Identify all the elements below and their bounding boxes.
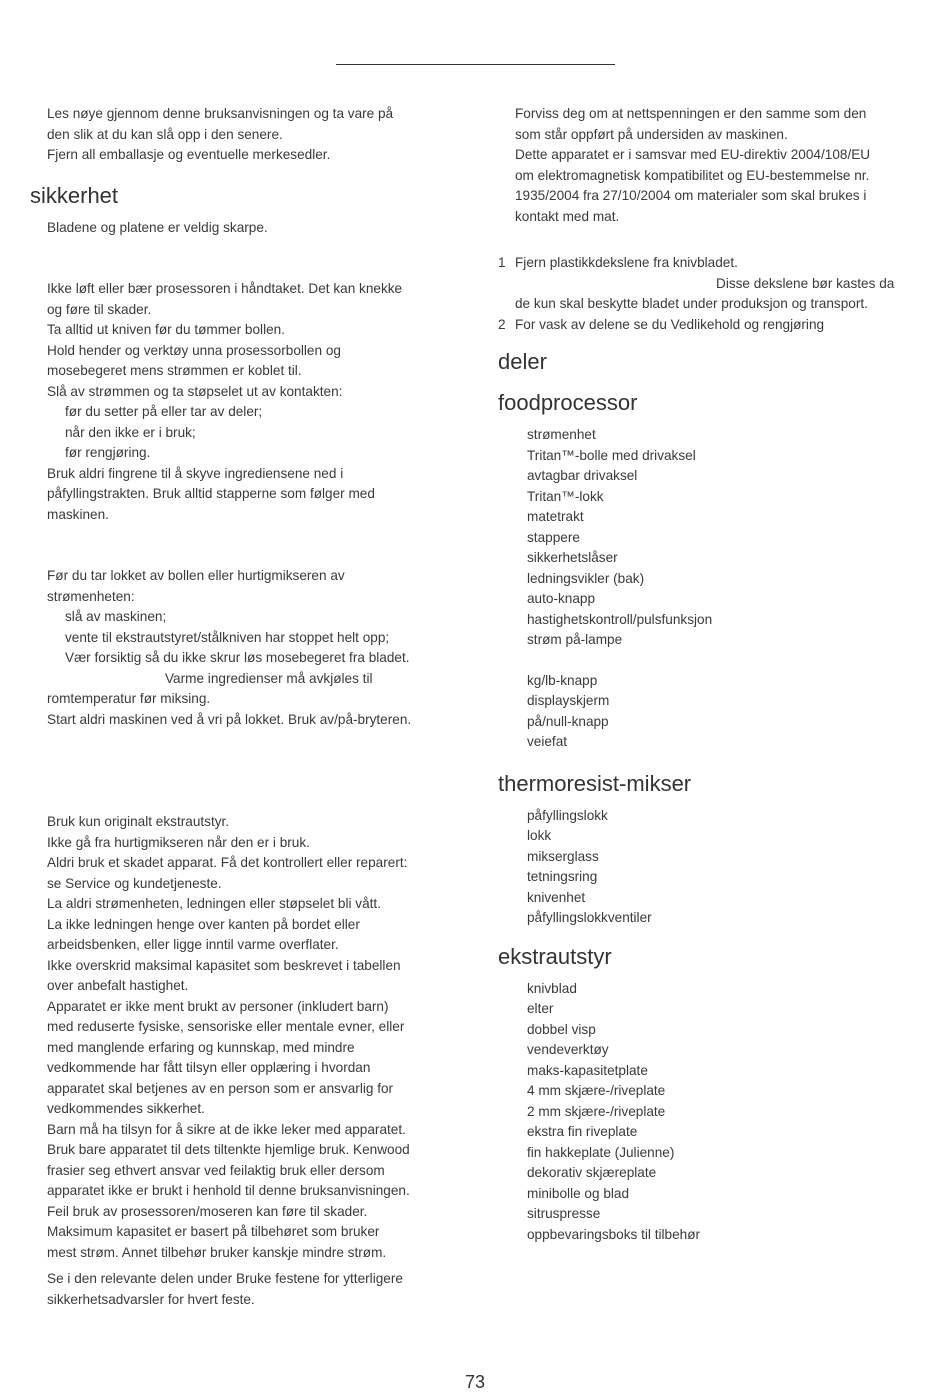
list-item: matetrakt [527,509,584,524]
list-item: kg/lb-knapp [527,672,598,688]
list-item: på/null-knapp [527,713,609,729]
intro-text: Les nøye gjennom denne bruksanvisningen og ta vare på den slik at du kan slå opp i den senere. Fjern all emballasje og eventuelle merkesedler. [47,106,394,162]
step-2: 2 For vask av delene se du Vedlikehold og rengjøring [498,316,825,332]
list-item: sikkerhetslåser [527,550,618,565]
list-item: påfyllingslokk [527,807,608,823]
accessories-list [498,979,928,1246]
list-item: lokk [527,828,552,843]
safety-heading: sikkerhet [30,182,119,208]
left-column [30,104,460,1310]
list-item: maks-kapasitetplate [527,1062,648,1078]
voltage-text: Forviss deg om at nettspenningen er den samme som den som står oppført på undersiden av maskinen. Dette apparatet er i samsvar med EU-direktiv 2004/108/EU om elektromagnetisk kompatibilitet og EU-bestemmelse nr. 1935/2004 fra 27/10/2004 om materialer som skal brukes i kontakt med mat. [515,106,871,224]
list-item: ledningsvikler (bak) [527,570,645,586]
list-item: dobbel visp [527,1021,596,1037]
blades-warning: Bladene og platene er veldig skarpe. [47,219,268,235]
before-first-use-steps [498,253,928,335]
list-item: knivblad [527,980,577,996]
list-item: 2 mm skjære-/riveplate [527,1103,666,1119]
list-item: elter [527,1001,554,1016]
list-item: hastighetskontroll/pulsfunksjon [527,611,713,627]
right-column [498,104,928,1245]
thermoresist-parts-list [498,806,928,929]
list-item: stappere [527,529,580,545]
list-item: vendeverktøy [527,1042,609,1057]
list-item: fin hakkeplate (Julienne) [527,1144,675,1160]
final-note: Se i den relevante delen under Bruke festene for ytterligere sikkerhetsadvarsler for hvert feste. [47,1271,403,1307]
list-item: Tritan™-bolle med drivaksel [527,447,696,463]
foodprocessor-parts-list [498,425,928,651]
accessories-heading: ekstrautstyr [498,943,612,969]
list-item: tetningsring [527,869,598,884]
header-rule [336,64,615,65]
list-item: displayskjerm [527,693,610,708]
step-1: 1 Fjern plastikkdekslene fra knivbladet. [498,255,738,270]
list-item: dekorativ skjæreplate [527,1165,657,1180]
list-item: strømenhet [527,427,596,442]
safety-group-2: Før du tar lokket av bollen eller hurtigmikseren av strømenheten: slå av maskinen; vente til ekstrautstyret/stålkniven har stoppet helt opp; Vær forsiktig så du ikke skrur løs mosebegeret fra bladet. Varme ingredienser må avkjøles til romtemperatur før miksing. Start aldri maskinen ved å vri på lokket. Bruk av/på-bryteren. [47,568,412,727]
list-item: oppbevaringsboks til tilbehør [527,1226,701,1242]
list-item: minibolle og blad [527,1185,630,1201]
list-item: knivenhet [527,889,586,905]
list-item: ekstra fin riveplate [527,1124,638,1139]
list-item: auto-knapp [527,591,596,606]
foodprocessor-parts-list-2 [498,671,928,753]
foodprocessor-heading: foodprocessor [498,390,638,415]
list-item: 4 mm skjære-/riveplate [527,1083,666,1098]
step-1-note-cont: de kun skal beskytte bladet under produksjon og transport. [515,296,868,311]
list-item: veiefat [527,734,568,749]
list-item: påfyllingslokkventiler [527,910,652,925]
list-item: Tritan™-lokk [527,488,604,504]
safety-group-3: Bruk kun originalt ekstrautstyr. Ikke gå fra hurtigmikseren når den er i bruk. Aldri bruk et skadet apparat. Få det kontrollert eller reparert: se Service og kundetjeneste. La aldri strømenheten, ledningen eller støpselet bli vått. La ikke ledningen henge over kanten på bordet eller arbeidsbenken, eller ligge inntil varme overflater. Ikke overskrid maksimal kapasitet som beskrevet i tabellen over anbefalt hastighet. Apparatet er ikke ment brukt av personer (inkludert barn) med reduserte fysiske, sensoriske eller mentale evner, eller med manglende erfaring og kunnskap, med mindre vedkommende har fått tilsyn eller opplæring i hvordan apparatet skal betjenes av en person som er ansvarlig for vedkommendes sikkerhet. Barn må ha tilsyn for å sikre at de ikke leker med apparatet. Bruk bare apparatet til dets tiltenkte hjemlige bruk. Kenwood frasier seg ethvert ansvar ved feilaktig bruk eller dersom apparatet ikke er brukt i henhold til denne bruksanvisningen. Feil bruk av prosessoren/moseren kan føre til skader. Maksimum kapasitet er basert på tilbehøret som bruker mest strøm. Annet tilbehør bruker kanskje mindre strøm. [47,814,410,1260]
list-item: avtagbar drivaksel [527,468,638,483]
page-number: 73 [464,1372,486,1392]
parts-heading: deler [498,349,547,374]
thermoresist-heading: thermoresist-mikser [498,770,692,796]
safety-group-1: Ikke løft eller bær prosessoren i håndtaket. Det kan knekke og føre til skader. Ta alltid ut kniven før du tømmer bollen. Hold hender og verktøy unna prosessorbollen og mosebegeret mens strømmen er koblet til. Slå av strømmen og ta støpselet ut av kontakten: før du setter på eller tar av deler; når den ikke er i bruk; før rengjøring. Bruk aldri fingrene til å skyve ingrediensene ned i påfyllingstrakten. Bruk alltid stapperne som følger med maskinen. [47,281,403,522]
list-item: sitruspresse [527,1206,601,1221]
step-1-note: Disse dekslene bør kastes da [716,275,895,291]
list-item: strøm på-lampe [527,632,623,647]
list-item: mikserglass [527,848,599,864]
